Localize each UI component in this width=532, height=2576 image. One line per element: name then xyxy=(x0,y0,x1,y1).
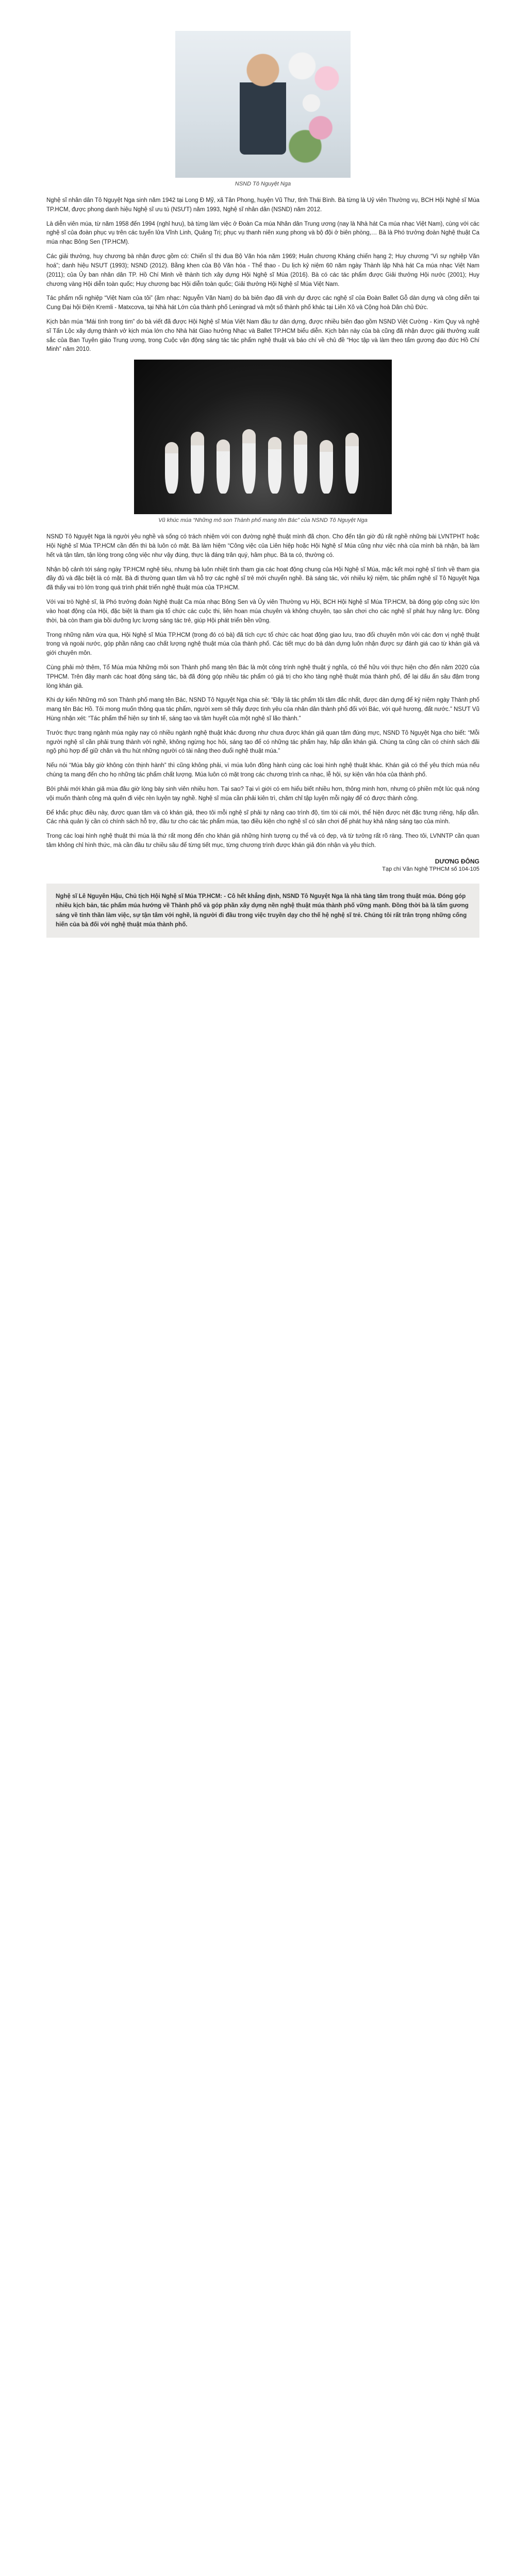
paragraph: Là diễn viên múa, từ năm 1958 đến 1994 (nghỉ hưu), bà từng làm việc ở Đoàn Ca múa Nhân dân Trung ương (nay là Nhà hát Ca múa nhạc Việt Nam), cùng với các nghệ sĩ của đoàn phục vụ trên các tuyến lửa Vĩnh Linh, Quảng Trị; phục vụ thanh niên xung phong và bộ đội ở biên phòng,… Bà là Phó trưởng đoàn Nghệ thuật Ca múa nhạc Bông Sen (TP.HCM). xyxy=(46,221,479,246)
source-line: Tạp chí Văn Nghệ TPHCM số 104-105 xyxy=(382,866,479,872)
paragraph: Nghệ sĩ nhân dân Tô Nguyệt Nga sinh năm 1942 tại Long Đ Mỹ, xã Tân Phong, huyện Vũ Thư, tỉnh Thái Bình. Bà từng là Uỷ viên Thường vụ, BCH Hội Nghệ sĩ Múa TP.HCM, được phong danh hiệu Nghệ sĩ ưu tú (NSƯT) năm 1993, Nghệ sĩ nhân dân (NSND) năm 2012. xyxy=(46,197,479,213)
person-silhouette xyxy=(240,52,286,155)
dancer xyxy=(345,433,359,494)
paragraph: Cùng phải mở thêm, Tổ Múa múa Những môi son Thành phố mang tên Bác là một công trình nghệ thuật ý nghĩa, có thể hữu với thực hiện cho đến năm 2020 của TPHCM. Trên đây mạnh các hoạt động sáng tác, bà đã đóng góp nhiều tác phẩm có giá trị cho kho tàng nghệ thuật múa thành phố, để lại dấu ấn sâu đậm trong lòng khán giả. xyxy=(46,664,479,689)
dancer xyxy=(191,432,204,494)
quote-text: Nghệ sĩ Lê Nguyên Hậu, Chủ tịch Hội Nghệ sĩ Múa TP.HCM: - Cô hết khẳng định, NSND Tô Nguyệt Nga là nhà tàng tâm trong thuật múa. Đóng góp nhiều kịch bản, tác phẩm múa hướng về Thành phố và góp phần xây dựng nền nghệ thuật múa thành phố vững mạnh. Đồng thời bà là tấm gương sáng về tinh thần làm việc, sự tận tâm với nghề, là người đi đầu trong việc truyền dạy cho thế hệ nghệ sĩ trẻ. Chúng tôi rất trân trọng những cống hiến của bà đối với nghệ thuật múa thành phố. xyxy=(56,893,469,928)
stage-caption: Vũ khúc múa “Những mô son Thành phố mang tên Bác” của NSND Tô Nguyệt Nga xyxy=(158,517,368,524)
paragraph: Tác phẩm nổi nghiệp “Việt Nam của tôi” (âm nhạc: Nguyễn Văn Nam) do bà biên đạo đã vinh dự được các nghệ sĩ của Đoàn Ballet Gỗ dàn dựng và công diễn tại Cung Đại hội Điện Kremli - Matxcơva, tại Nhà hát Lớn của thành phố Leningrad và một số thành phố khác tại Liên Xô và Cộng hoà Dân chủ Đức. xyxy=(46,295,479,311)
paragraph: Nhận bộ cảnh tới sáng ngày TP.HCM nghệ tiêu, nhưng bà luôn nhiệt tình tham gia các hoạt động chung của Hội Nghệ sĩ Múa, mặc kết mọi nghệ sĩ tình về tham gia đầy đủ và đặc biệt là có mặt. Bà đi thường quan tâm và hỗ trợ các nghệ sĩ trẻ mới chuyển nghề. Bà sáng tác, với nhiều kỷ niệm, tác phẩm nghệ sĩ Tô Nguyệt Nga đã thấy vai trò lớn trong quá trình phát triển nghệ thuật múa của TP.HCM. xyxy=(46,566,479,591)
flower-arrangement xyxy=(284,41,345,165)
quote-box xyxy=(46,884,479,938)
paragraph: Kịch bản múa “Mái tình trong tim” do bà viết đã được Hội Nghệ sĩ Múa Việt Nam đầu tư dàn dựng, được nhiều biên đạo gồm NSND Việt Cường - Kim Quy và nghệ sĩ Tấn Lộc xây dựng thành vở kịch múa lớn cho Nhà hát Giao hưởng Nhạc và Ballet TP.HCM biểu diễn. Kịch bản này của bà cũng đã nhận được giải thưởng xuất sắc của Ban Tuyên giáo Trung ương, trong Cuộc vận động sáng tác tác phẩm nghệ thuật và báo chí về chủ đề “Học tập và làm theo tấm gương đạo đức Hồ Chí Minh” năm 2010. xyxy=(46,318,479,353)
portrait-figure xyxy=(46,31,479,187)
paragraph: Trong những năm vừa qua, Hội Nghệ sĩ Múa TP.HCM (trong đó có bà) đã tích cực tổ chức các hoạt động giao lưu, trao đổi chuyên môn với các đơn vị nghệ thuật trong và ngoài nước, góp phần nâng cao chất lượng nghệ thuật múa của thành phố. Các tiết mục do bà dàn dựng luôn nhận được sự đánh giá cao từ khán giả và giới chuyên môn. xyxy=(46,632,479,657)
portrait-photo xyxy=(175,31,351,178)
dancer xyxy=(165,442,178,494)
paragraph: Để khắc phục điều này, được quan tâm và có khán giả, theo tôi mỗi nghệ sĩ phải tự nâng cao trình độ, tìm tòi cái mới, thể hiện được nét đặc trưng riêng, hấp dẫn. Các nhà quản lý cần có chính sách hỗ trợ, đầu tư cho các tác phẩm múa, tạo điều kiện cho nghệ sĩ có sân chơi để phát huy khả năng sáng tạo của mình. xyxy=(46,809,479,825)
author-signature: DƯƠNG ĐÔNG xyxy=(435,857,479,865)
dancer xyxy=(294,431,307,494)
stage-figure xyxy=(46,360,479,523)
paragraph: NSND Tô Nguyệt Nga là người yêu nghề và sống có trách nhiệm với con đường nghệ thuật mình đã chọn. Cho đến tận giờ đủ rất nghề những bài LVNTPHT hoặc Hội Nghệ sĩ Múa TP.HCM cần đến thì bà luôn có mặt. Bà làm hiệm “Công việc của Liên hiệp hoặc Hội Nghệ sĩ Múa cũng như việc nhà của mình bà nhận, bà làm hết và tận tâm, tận lòng trong công việc như vậy đúng, thực là đáng trân quý, hâm phục. Bà ta có, thường có. xyxy=(46,534,479,558)
paragraph: Bởi phải mới khán giả mùa đâu giờ lòng bày sinh viên nhiều hơn. Tại sao? Tại vì giới có em hiểu biết nhiều hơn, thông minh hơn, nhưng có phiền một lúc quá nóng vội muốn thành công mà quên đi việc rèn luyện tay nghề. Nghệ sĩ múa cần phải kiên trì, chăm chỉ tập luyện mỗi ngày để có được thành công. xyxy=(46,786,479,802)
dancer xyxy=(217,439,230,494)
paragraph: Trong các loại hình nghệ thuật thì múa là thứ rất mong đến cho khán giả những hình tượng cụ thể và có đẹp, và từ tưởng rất rõ ràng. Theo tôi, LVNNTP cần quan tâm không chỉ hình thức, mà cần đầu tư chiều sâu để từng tiết mục, từng chương trình được khán giả đón nhận và yêu thích. xyxy=(46,833,479,849)
dancer xyxy=(242,429,256,494)
paragraph: Các giải thưởng, huy chương bà nhận được gồm có: Chiến sĩ thi đua Bộ Văn hóa năm 1969; Huân chương Kháng chiến hạng 2; Huy chương “Vì sự nghiệp Văn hoá”; danh hiệu NSƯT (1993); NSND (2012). Bằng khen của Bộ Văn hóa - Thể thao - Du lịch kỷ niệm 60 năm ngày Thành lập Nhà hát Ca múa nhạc Việt Nam (2011); của Ủy ban nhân dân TP. Hồ Chí Minh về thành tích xây dựng Hội Nghệ sĩ Múa (2016). Bà có các tác phẩm được Giải thưởng Hội nước (2001); Huy chương vàng Hội diễn toàn quốc; Huy chương bạc Hội diễn toàn quốc; Giải thưởng Hội Nghệ sĩ Múa Việt Nam. xyxy=(46,253,479,287)
paragraph: Với vai trò Nghệ sĩ, là Phó trưởng đoàn Nghệ thuật Ca múa nhạc Bông Sen và Ủy viên Thường vụ Hội, BCH Hội Nghệ sĩ Múa TP.HCM, bà đóng góp công sức lớn vào hoạt động của Hội, đặc biệt là tham gia tổ chức các cuộc thi, liên hoan múa chuyên và không chuyên, tạo sân chơi cho các nghệ sĩ phát huy năng lực. Đồng thời, bà còn tham gia bồi dưỡng lực lượng sáng tác trẻ, giúp Hội phát triển bền vững. xyxy=(46,599,479,624)
article xyxy=(46,31,479,938)
paragraph: Trước thực trạng ngành múa ngày nay có nhiều ngành nghệ thuật khác đương như chưa được khán giả quan tâm đúng mực, NSND Tô Nguyệt Nga cho biết: “Mỗi người nghệ sĩ cần phải trung thành với nghề, không ngừng học hỏi, sáng tạo để có những tác phẩm hay, hấp dẫn khán giả. Chúng ta cũng cần có chính sách đãi ngộ phù hợp để giữ chân và thu hút những người có tài năng theo đuổi nghệ thuật múa.” xyxy=(46,730,479,755)
dancer xyxy=(320,440,333,494)
paragraph: Khi dự kiến Những mô son Thành phố mang tên Bác, NSND Tô Nguyệt Nga chia sẻ: “Đây là tác phẩm tôi tâm đắc nhất, được dàn dựng để kỷ niệm ngày Thành phố mang tên Bác Hồ. Tôi mong muốn thông qua tác phẩm, người xem sẽ thấy được tình yêu của nhân dân thành phố đối với Bác, với quê hương, đất nước.” NSƯT Vũ Hùng nhận xét: “Tác phẩm thể hiện sự tinh tế, sáng tạo và tâm huyết của một nghệ sĩ lão thành.” xyxy=(46,697,479,722)
portrait-caption: NSND Tô Nguyệt Nga xyxy=(235,181,291,187)
dancer xyxy=(268,437,281,494)
paragraph: Nếu nói “Múa bây giờ không còn thịnh hành” thì cũng không phải, vì múa luôn đồng hành cùng các loại hình nghệ thuật khác. Khán giả có thể yêu thích múa nếu chúng ta mang đến cho họ những tác phẩm chất lượng. Múa luôn có mặt trong các chương trình ca nhạc, lễ hội, sự kiện văn hóa của thành phố. xyxy=(46,762,479,778)
stage-photo xyxy=(134,360,392,514)
